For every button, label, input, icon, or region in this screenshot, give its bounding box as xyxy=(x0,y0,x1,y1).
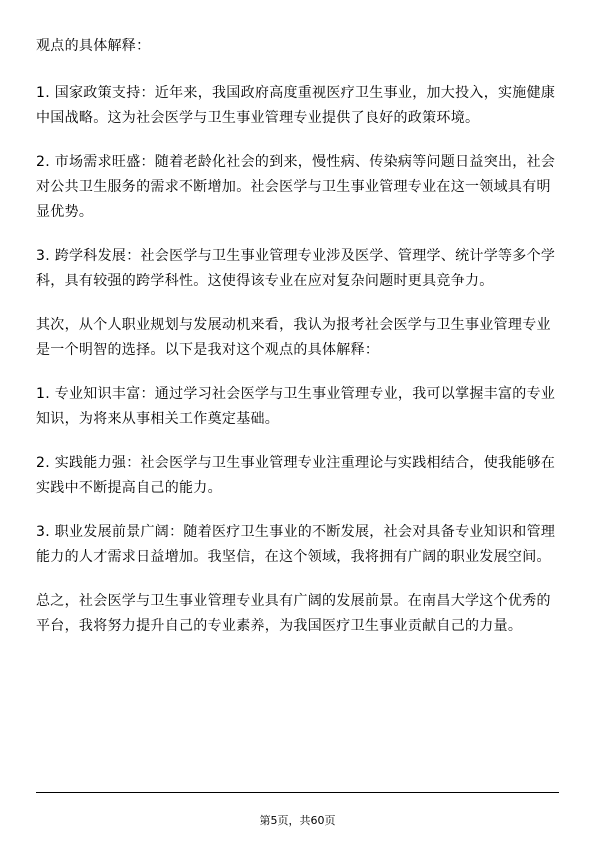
paragraph-policy-support: 1. 国家政策支持：近年来，我国政府高度重视医疗卫生事业，加大投入，实施健康中国战略。这为社会医学与卫生事业管理专业提供了良好的政策环境。 xyxy=(36,85,556,126)
paragraph-knowledge: 1. 专业知识丰富：通过学习社会医学与卫生事业管理专业，我可以掌握丰富的专业知识，为将来从事相关工作奠定基础。 xyxy=(36,386,556,427)
paragraph-career-prospects: 3. 职业发展前景广阔：随着医疗卫生事业的不断发展，社会对具备专业知识和管理能力的人才需求日益增加。我坚信，在这个领域，我将拥有广阔的职业发展空间。 xyxy=(36,524,556,565)
footer-divider xyxy=(36,792,559,793)
paragraph-practice: 2. 实践能力强：社会医学与卫生事业管理专业注重理论与实践相结合，使我能够在实践中不断提高自己的能力。 xyxy=(36,455,556,496)
page-number: 第5页，共60页 xyxy=(259,814,336,827)
paragraph-conclusion: 总之，社会医学与卫生事业管理专业具有广阔的发展前景。在南昌大学这个优秀的平台，我将努力提升自己的专业素养，为我国医疗卫生事业贡献自己的力量。 xyxy=(36,593,551,634)
paragraph-interdisciplinary: 3. 跨学科发展：社会医学与卫生事业管理专业涉及医学、管理学、统计学等多个学科，具有较强的跨学科性。这使得该专业在应对复杂问题时更具竞争力。 xyxy=(36,248,556,289)
paragraph-intro: 观点的具体解释： xyxy=(36,38,151,54)
document-body xyxy=(36,34,560,658)
paragraph-career-planning: 其次，从个人职业规划与发展动机来看，我认为报考社会医学与卫生事业管理专业是一个明智的选择。以下是我对这个观点的具体解释： xyxy=(36,317,551,358)
paragraph-market-demand: 2. 市场需求旺盛：随着老龄化社会的到来，慢性病、传染病等问题日益突出，社会对公共卫生服务的需求不断增加。社会医学与卫生事业管理专业在这一领域具有明显优势。 xyxy=(36,154,556,220)
